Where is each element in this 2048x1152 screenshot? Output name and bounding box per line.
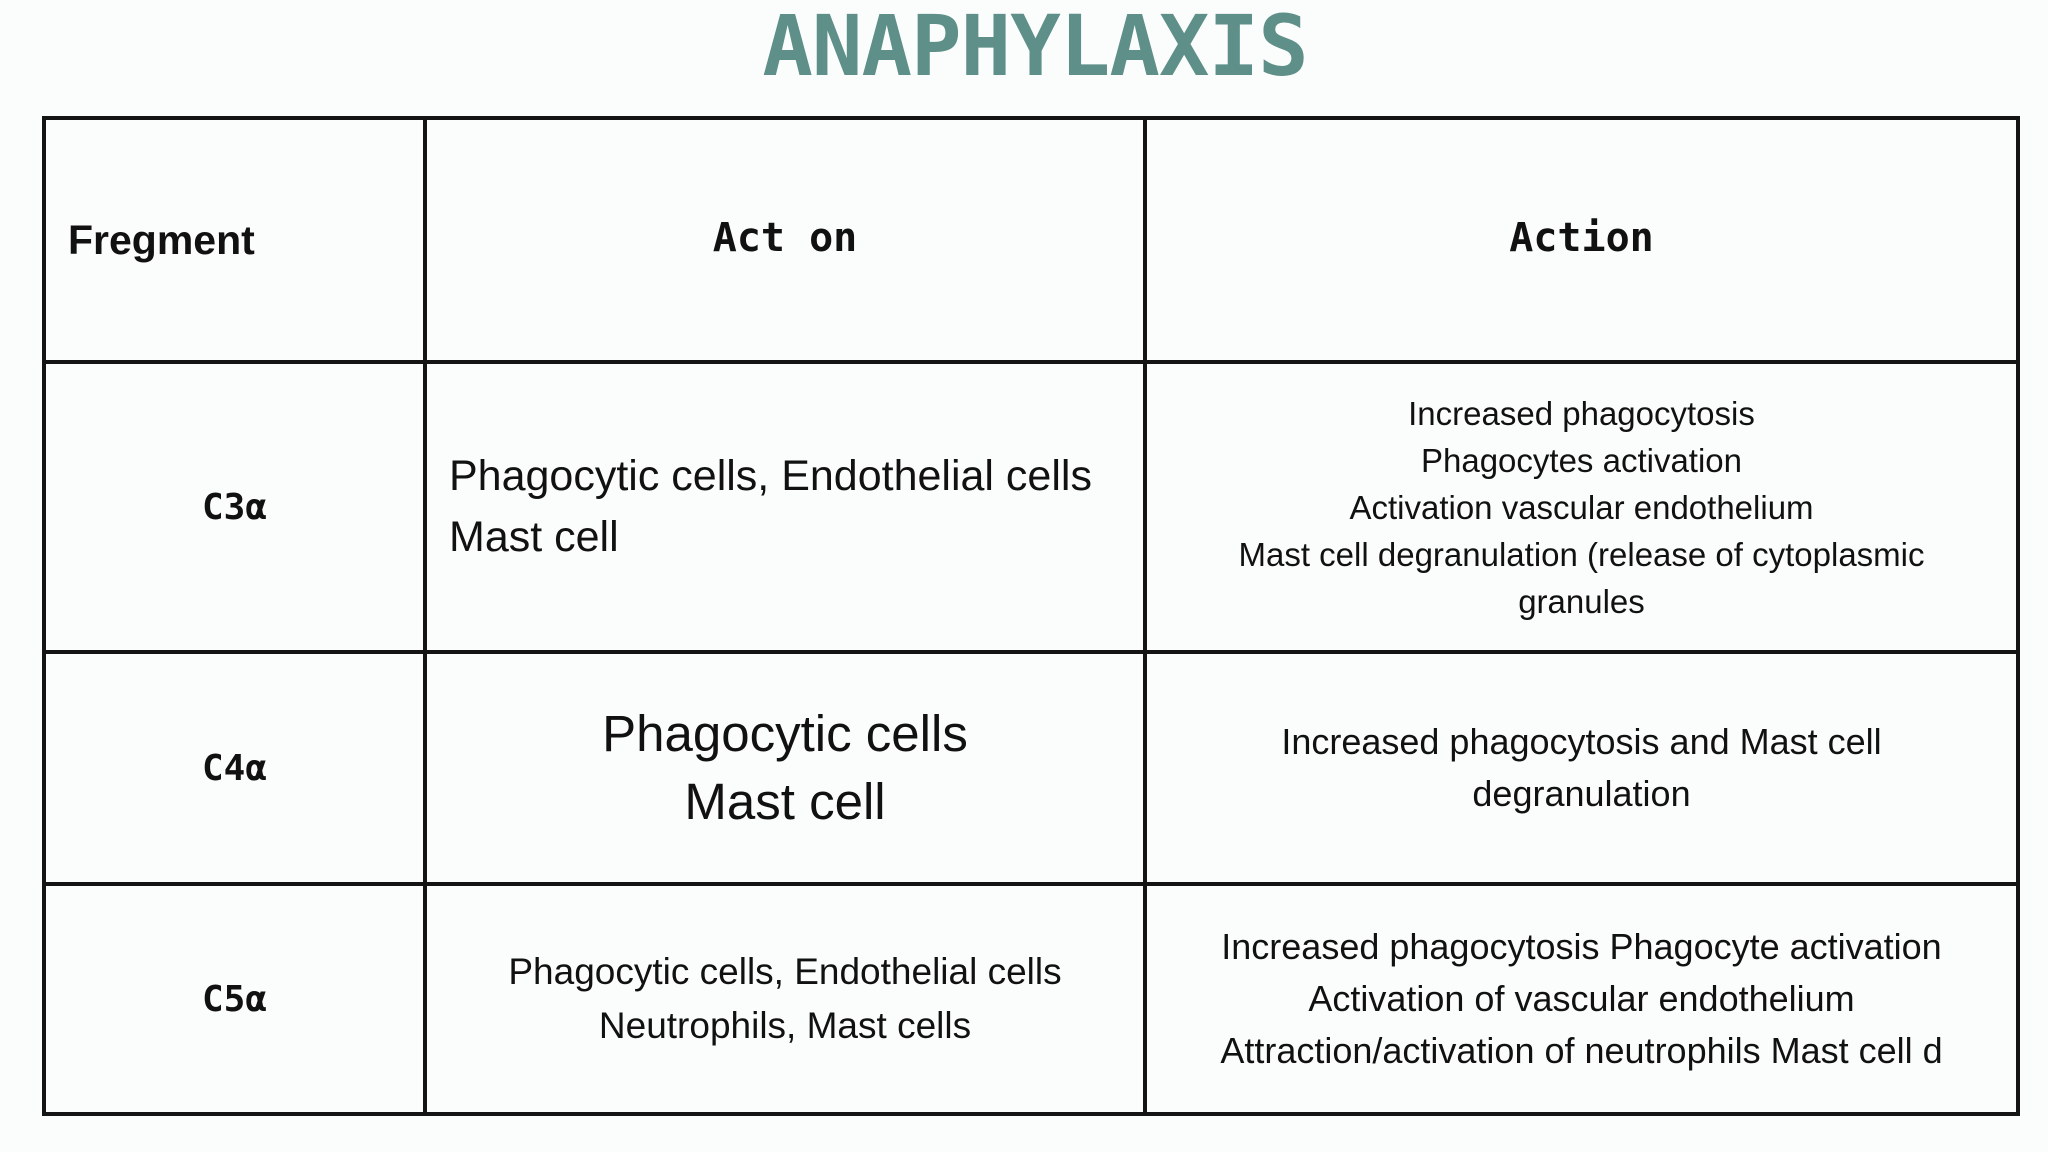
act-on-line: Neutrophils, Mast cells	[598, 1005, 972, 1046]
action-line: Increased phagocytosis and Mast cell	[1281, 721, 1882, 762]
fragment-cell: C4α	[44, 652, 425, 884]
table-row	[44, 884, 2018, 1114]
action-cell	[1145, 652, 2018, 884]
act-on-line: Phagocytic cells, Endothelial cells	[508, 951, 1062, 992]
action-cell	[1145, 362, 2018, 652]
table-row	[44, 652, 2018, 884]
action-line: Attraction/activation of neutrophils Mast cell d	[1220, 1030, 1943, 1071]
act-on-line: Phagocytic cells	[602, 705, 968, 762]
header-act-on: Act on	[425, 118, 1145, 362]
action-line: Increased phagocytosis	[1408, 394, 1755, 432]
act-on-cell	[425, 884, 1145, 1114]
action-line: Phagocytes activation	[1420, 441, 1743, 479]
header-fragment: Fregment	[44, 118, 425, 362]
act-on-line: Phagocytic cells, Endothelial cells	[449, 452, 1092, 500]
action-line: degranulation	[1472, 773, 1691, 814]
action-line: Activation vascular endothelium	[1349, 488, 1814, 526]
fragment-cell: C3α	[44, 362, 425, 652]
act-on-cell	[425, 362, 1145, 652]
fragment-cell: C5α	[44, 884, 425, 1114]
act-on-line: Mast cell	[684, 773, 886, 830]
act-on-cell	[425, 652, 1145, 884]
action-line: granules	[1518, 582, 1645, 620]
action-cell	[1145, 884, 2018, 1114]
page-title: ANAPHYLAXIS	[762, 0, 1308, 95]
action-line: Mast cell degranulation (release of cytoplasmic	[1238, 535, 1925, 573]
action-line: Increased phagocytosis Phagocyte activation	[1221, 926, 1942, 967]
table-row	[44, 362, 2018, 652]
action-line: Activation of vascular endothelium	[1308, 978, 1855, 1019]
table-header-row	[44, 118, 2018, 362]
header-action: Action	[1145, 118, 2018, 362]
anaphylaxis-table	[42, 116, 2020, 1116]
act-on-line: Mast cell	[449, 513, 619, 561]
